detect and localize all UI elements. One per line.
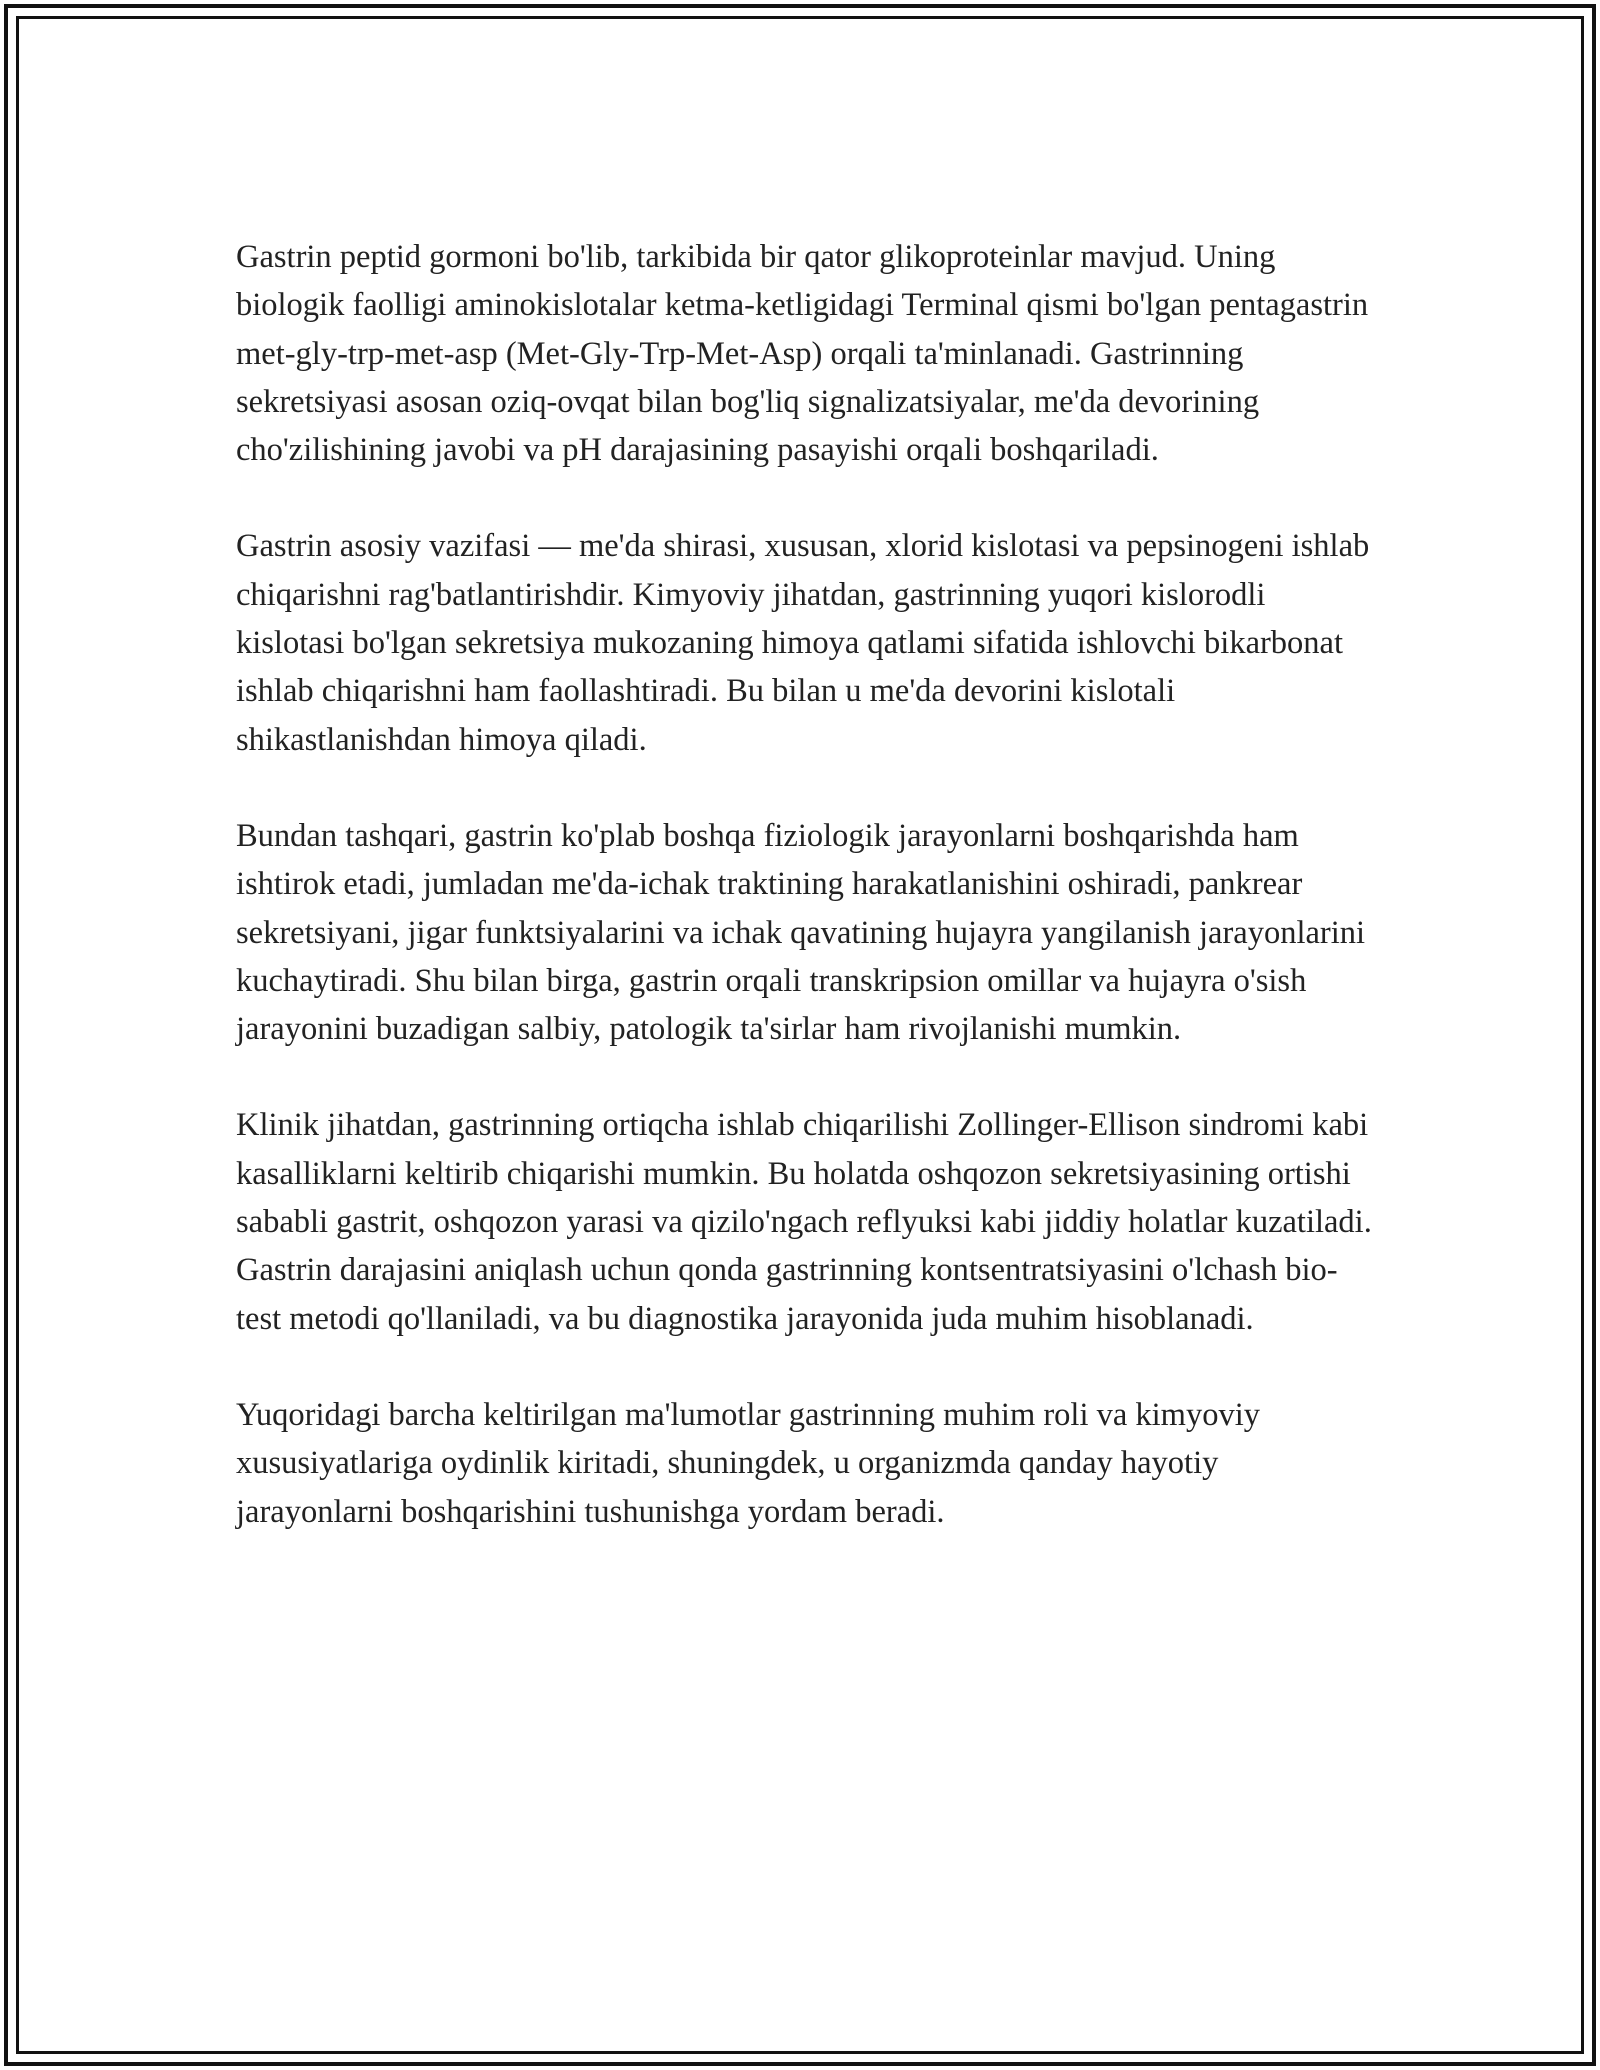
paragraph-1: Gastrin peptid gormoni bo'lib, tarkibida bir qator glikoproteinlar mavjud. Uning biologik faolligi aminokislotalar ketma-ketligidagi Terminal qismi bo'lgan pentagastrin met-gly-trp-met-asp (Met-Gly-Trp-Met-Asp) orqali ta'minlanadi. Gastrinning sekretsiyasi asosan oziq-ovqat bilan bog'liq signalizatsiyalar, me'da devorining cho'zilishining javobi va pH darajasining pasayishi orqali boshqariladi. xyxy=(236,239,1369,469)
document-body xyxy=(236,233,1376,1584)
paragraph-2: Gastrin asosiy vazifasi — me'da shirasi, xususan, xlorid kislotasi va pepsinogeni ishlab chiqarishni rag'batlantirishdir. Kimyoviy jihatdan, gastrinning yuqori kislorodli kislotasi bo'lgan sekretsiya mukozaning himoya qatlami sifatida ishlovchi bikarbonat ishlab chiqarishni ham faollashtiradi. Bu bilan u me'da devorini kislotali shikastlanishdan himoya qiladi. xyxy=(236,528,1370,758)
paragraph-3: Bundan tashqari, gastrin ko'plab boshqa fiziologik jarayonlarni boshqarishda ham ishtirok etadi, jumladan me'da-ichak traktining harakatlanishini oshiradi, pankrear sekretsiyani, jigar funktsiyalarini va ichak qavatining hujayra yangilanish jarayonlarini kuchaytiradi. Shu bilan birga, gastrin orqali transkripsion omillar va hujayra o'sish jarayonini buzadigan salbiy, patologik ta'sirlar ham rivojlanishi mumkin. xyxy=(236,817,1366,1048)
paragraph-4: Klinik jihatdan, gastrinning ortiqcha ishlab chiqarilishi Zollinger-Ellison sindromi kabi kasalliklarni keltirib chiqarishi mumkin. Bu holatda oshqozon sekretsiyasining ortishi sababli gastrit, oshqozon yarasi va qizilo'ngach reflyuksi kabi jiddiy holatlar kuzatiladi. Gastrin darajasini aniqlash uchun qonda gastrinning kontsentratsiyasini o'lchash bio-test metodi qo'llaniladi, va bu diagnostika jarayonida juda muhim hisoblanadi. xyxy=(236,1107,1372,1337)
paragraph-5: Yuqoridagi barcha keltirilgan ma'lumotlar gastrinning muhim roli va kimyoviy xususiyatlariga oydinlik kiritadi, shuningdek, u organizmda qanday hayotiy jarayonlarni boshqarishini tushunishga yordam beradi. xyxy=(236,1396,1260,1530)
